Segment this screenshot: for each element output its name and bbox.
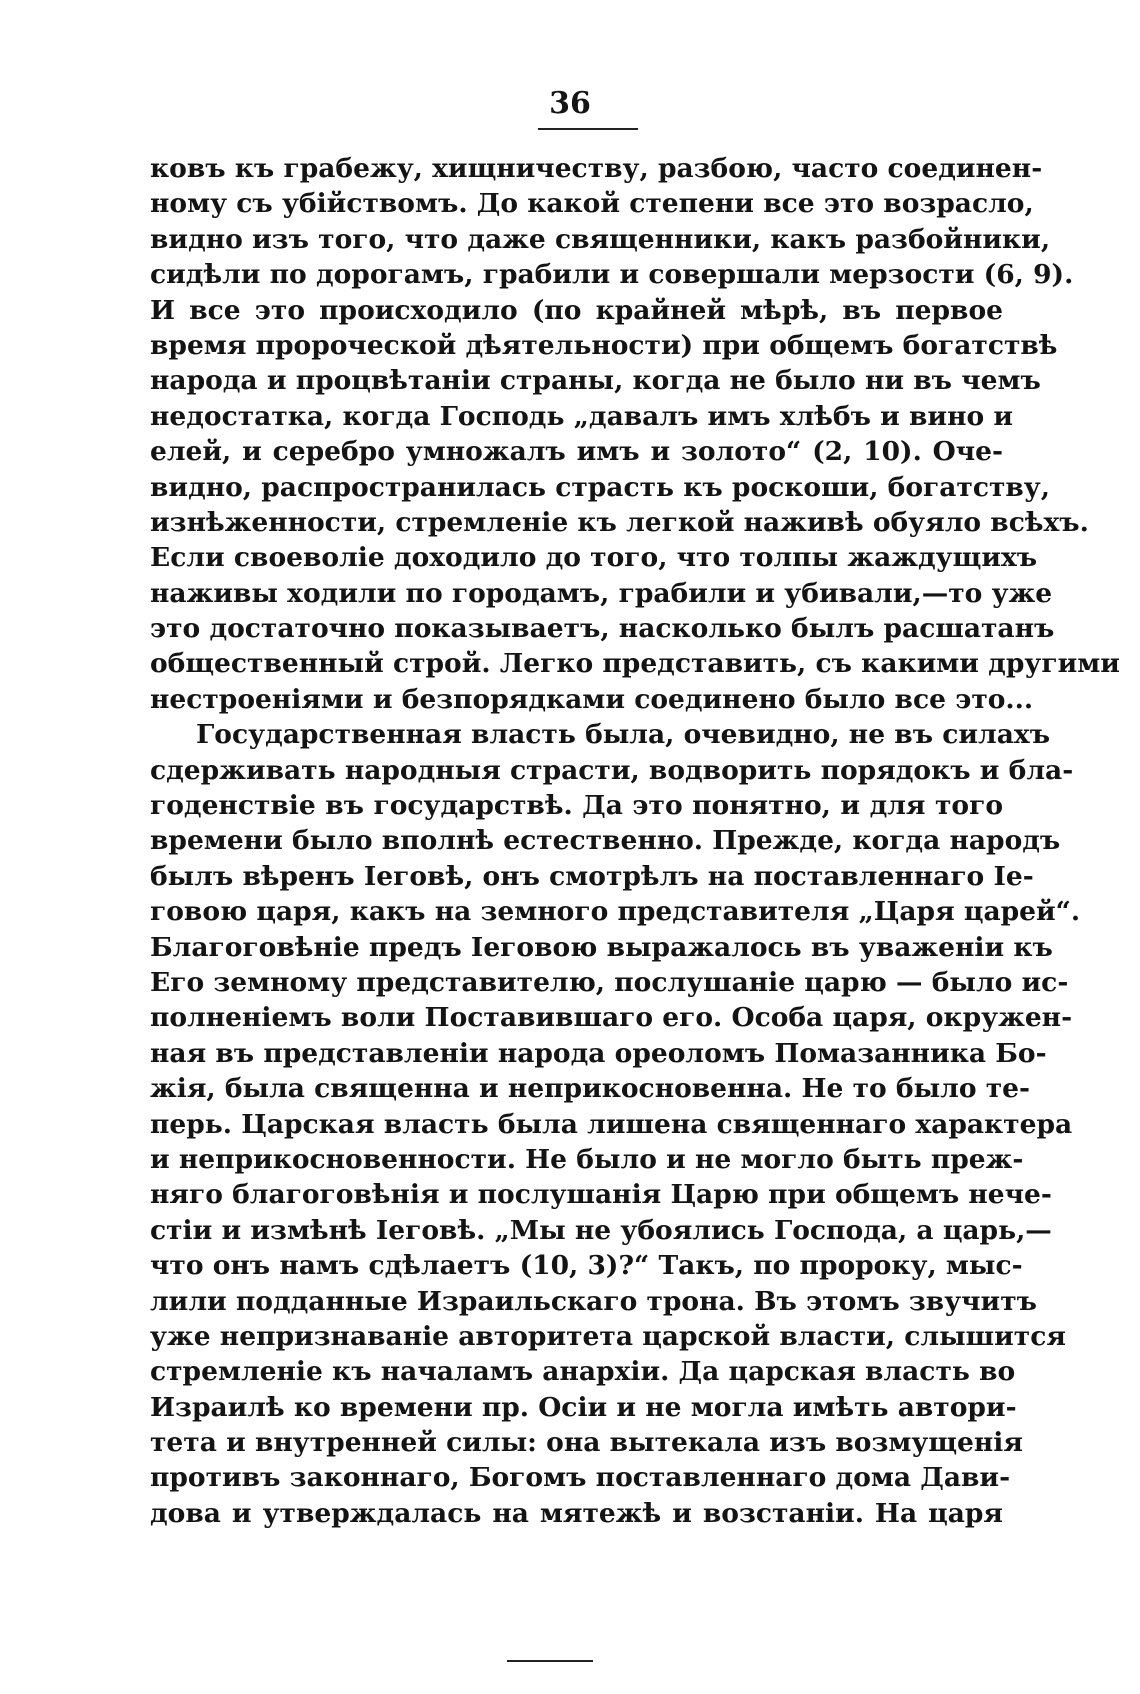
text-line: годенствіе въ государствѣ. Да это понятно, и для того	[150, 790, 1003, 822]
text-line: Его земному представителю, послушаніе царю — было ис-	[150, 966, 1069, 998]
text-line: ному съ убійствомъ. До какой степени все это возрасло,	[150, 188, 1034, 220]
text-line: сидѣли по дорогамъ, грабили и совершали мерзости (6, 9).	[150, 259, 1074, 291]
text-line: видно изъ того, что даже священники, какъ разбойники,	[150, 223, 1051, 255]
text-line: Если своеволіе доходило до того, что толпы жаждущихъ	[150, 542, 1038, 574]
text-line: наживы ходили по городамъ, грабили и убивали,—то уже	[150, 577, 1053, 609]
text-line: нестроеніями и безпорядками соединено было все это...	[150, 683, 1034, 715]
text-line: и неприкосновенности. Не было и не могло быть преж-	[150, 1143, 1024, 1175]
text-line: жія, была священна и неприкосновенна. Не то было те-	[150, 1073, 1030, 1105]
text-line: противъ законнаго, Богомъ поставленнаго дома Дави-	[150, 1462, 1011, 1494]
text-line: И все это происходило (по крайней мѣрѣ, въ первое	[150, 294, 1003, 326]
text-line: ковъ къ грабежу, хищничеству, разбою, часто соединен-	[150, 153, 1043, 184]
text-line: это достаточно показываетъ, насколько былъ расшатанъ	[150, 613, 1055, 645]
footer-rule	[507, 1660, 593, 1662]
text-line: елей, и серебро умножалъ имъ и золото“ (2, 10). Оче-	[150, 436, 1003, 468]
text-line: лили подданные Израильскаго трона. Въ этомъ звучитъ	[150, 1285, 1037, 1317]
page-number: 36	[549, 86, 591, 121]
text-line: общественный строй. Легко представить, съ какими другими	[150, 648, 1120, 680]
text-line: няго благоговѣнія и послушанія Царю при общемъ нече-	[150, 1179, 1052, 1211]
text-line: Благоговѣніе предъ Іеговою выражалось въ уваженіи къ	[150, 931, 1053, 963]
text-line: времени было вполнѣ естественно. Прежде, когда народъ	[150, 825, 1061, 857]
body-text	[150, 151, 1120, 1531]
header-rule	[538, 128, 638, 130]
text-line: дова и утверждалась на мятежѣ и возстаніи. На царя	[150, 1497, 1003, 1529]
text-line: изнѣженности, стремленіе къ легкой наживѣ обуяло всѣхъ.	[150, 506, 1089, 538]
text-line: видно, распространилась страсть къ роскоши, богатству,	[150, 471, 1050, 503]
text-line: уже непризнаваніе авторитета царской власти, слышится	[150, 1320, 1066, 1352]
text-line: Государственная власть была, очевидно, не въ силахъ	[196, 719, 1051, 751]
text-line: говою царя, какъ на земного представителя „Царя царей“.	[150, 896, 1081, 928]
text-line: ная въ представленіи народа ореоломъ Помазанника Бо-	[150, 1037, 1047, 1069]
text-line: былъ вѣренъ Іеговѣ, онъ смотрѣлъ на поставленнаго Іе-	[150, 860, 1034, 892]
paragraph-2	[150, 717, 1081, 1531]
paragraph-1	[150, 151, 1120, 717]
text-line: стремленіе къ началамъ анархіи. Да царская власть во	[150, 1356, 1016, 1388]
text-line: стіи и измѣнѣ Іеговѣ. „Мы не убоялись Господа, а царь,—	[150, 1214, 1052, 1246]
text-line: народа и процвѣтаніи страны, когда не было ни въ чемъ	[150, 365, 1041, 397]
text-line: Израилѣ ко времени пр. Осіи и не могла имѣть автори-	[150, 1391, 1017, 1423]
text-line: перь. Царская власть была лишена священнаго характера	[150, 1108, 1073, 1140]
text-line: что онъ намъ сдѣлаетъ (10, 3)?“ Такъ, по пророку, мыс-	[150, 1250, 1023, 1282]
text-line: недостатка, когда Господь „давалъ имъ хлѣбъ и вино и	[150, 400, 1014, 432]
text-line: время пророческой дѣятельности) при общемъ богатствѣ	[150, 329, 1058, 361]
text-line: полненіемъ воли Поставившаго его. Особа царя, окружен-	[150, 1002, 1073, 1034]
text-line: сдерживать народныя страсти, водворить порядокъ и бла-	[150, 754, 1074, 786]
text-line: тета и внутренней силы: она вытекала изъ возмущенія	[150, 1427, 1023, 1459]
